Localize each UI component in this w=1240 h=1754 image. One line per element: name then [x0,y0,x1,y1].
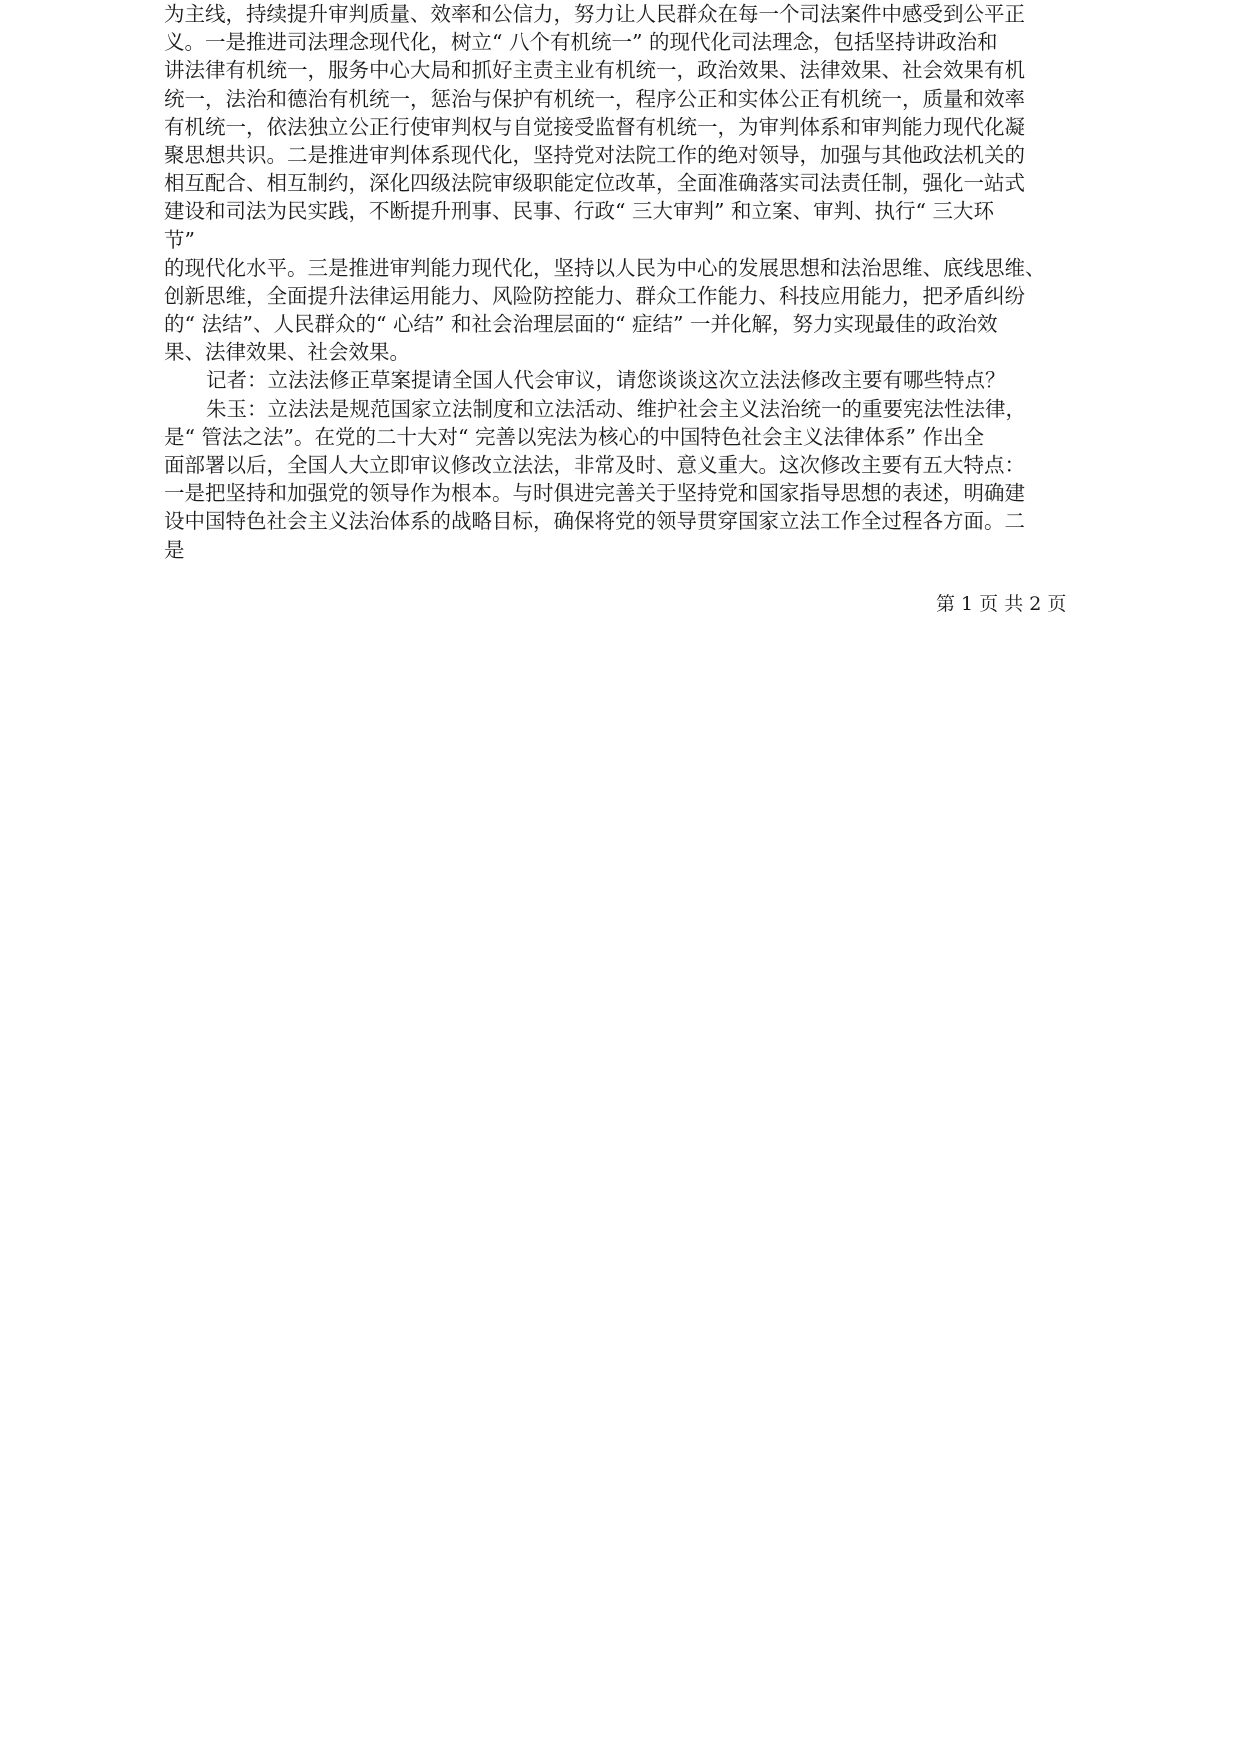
answer-line: 一是把坚持和加强党的领导作为根本。与时俱进完善关于坚持党和国家指导思想的表述，明确建 [164,481,1025,506]
text-line: 建设和司法为民实践，不断提升刑事、民事、行政“ 三大审判” 和立案、审判、执行“ 三大环 [164,199,994,224]
answer-line: 面部署以后，全国人大立即审议修改立法法，非常及时、意义重大。这次修改主要有五大特点： [164,453,1025,477]
answer-line: 是 [164,537,185,562]
text-line: 创新思维，全面提升法律运用能力、风险防控能力、群众工作能力、科技应用能力，把矛盾纠纷 [164,283,1025,308]
text-line: 果、法律效果、社会效果。 [164,340,410,365]
answer-line: 是“ 管法之法”。在党的二十大对“ 完善以宪法为核心的中国特色社会主义法律体系” 作出全 [164,424,984,449]
text-line: 的现代化水平。三是推进审判能力现代化，坚持以人民为中心的发展思想和法治思维、底线思维、 [164,255,1046,280]
answer-line: 朱玉：立法法是规范国家立法制度和立法活动、维护社会主义法治统一的重要宪法性法律， [206,396,1026,421]
text-line: 节” [164,227,195,252]
text-line: 统一，法治和德治有机统一，惩治与保护有机统一，程序公正和实体公正有机统一，质量和效率 [164,86,1025,111]
text-line: 义。一是推进司法理念现代化，树立“ 八个有机统一” 的现代化司法理念，包括坚持讲政治和 [164,30,998,55]
document-body [164,0,1094,564]
text-line: 有机统一，依法独立公正行使审判权与自觉接受监督有机统一，为审判体系和审判能力现代化凝 [164,114,1025,139]
text-line: 为主线，持续提升审判质量、效率和公信力，努力让人民群众在每一个司法案件中感受到公平正 [164,2,1025,26]
text-line: 聚思想共识。二是推进审判体系现代化，坚持党对法院工作的绝对领导，加强与其他政法机关的 [164,142,1025,167]
text-line: 相互配合、相互制约，深化四级法院审级职能定位改革，全面准确落实司法责任制，强化一站式 [164,171,1025,196]
answer-line: 设中国特色社会主义法治体系的战略目标，确保将党的领导贯穿国家立法工作全过程各方面。二 [164,509,1025,534]
text-line: 讲法律有机统一，服务中心大局和抓好主责主业有机统一，政治效果、法律效果、社会效果有机 [164,58,1025,83]
reporter-question: 记者：立法法修正草案提请全国人代会审议，请您谈谈这次立法法修改主要有哪些特点？ [206,368,1006,393]
page-number: 第 1 页 共 2 页 [936,593,1067,615]
text-line: 的“ 法结”、人民群众的“ 心结” 和社会治理层面的“ 症结” 一并化解，努力实现最佳的政治效 [164,312,998,337]
